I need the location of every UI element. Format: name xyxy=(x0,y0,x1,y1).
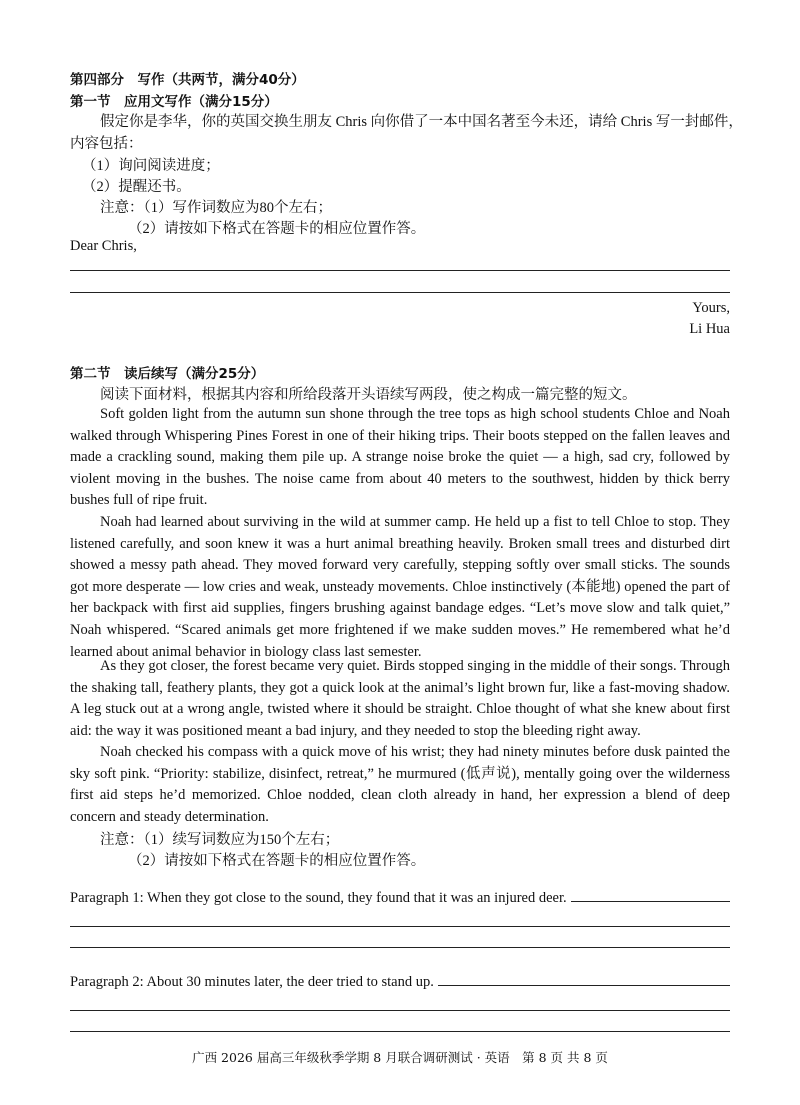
section1-prompt-line2: 内容包括： xyxy=(70,136,143,152)
section1-note1: 注意：（1）写作词数应为80个左右； xyxy=(100,200,332,216)
continuation-paragraph-2 xyxy=(70,974,730,991)
section2-note1: 注意：（1）续写词数应为150个左右； xyxy=(100,832,340,848)
answer-line xyxy=(70,1010,730,1011)
continuation-paragraph-1 xyxy=(70,890,730,907)
continuation-paragraph-2-lead: Paragraph 2: About 30 minutes later, the deer tried to stand up. xyxy=(70,974,434,990)
section1-item1: （1）询问阅读进度； xyxy=(82,158,220,174)
answer-line xyxy=(70,292,730,293)
signature: Li Hua xyxy=(689,321,730,337)
section1-prompt-line1: 假定你是李华，你的英国交换生朋友 Chris 向你借了一本中国名著至今未还，请给 Chris 写一封邮件， xyxy=(100,114,743,130)
salutation: Dear Chris, xyxy=(70,238,137,254)
section1-title: 第一节 应用文写作（满分15分） xyxy=(70,94,278,110)
story-paragraph-4: Noah checked his compass with a quick move of his wrist; they had ninety minutes before dusk painted the sky soft pink. “Priority: stabilize, disinfect, retreat,” he murmured (低声说), mentally going over the wilderness first aid steps he’d memorized. Chloe nodded, clean cloth already in hand, her expression a blend of deep concern and steady determination. xyxy=(70,744,730,825)
section2-title: 第二节 读后续写（满分25分） xyxy=(70,366,265,382)
section2-note2: （2）请按如下格式在答题卡的相应位置作答。 xyxy=(128,853,426,869)
writing-blank xyxy=(571,901,730,902)
section2-instruction: 阅读下面材料，根据其内容和所给段落开头语续写两段，使之构成一篇完整的短文。 xyxy=(100,387,637,403)
story-paragraph-3: As they got closer, the forest became very quiet. Birds stopped singing in the middle of their songs. Through the shaking tall, feathery plants, they got a quick look at the animal’s light brown fur, like a fast-moving shadow. A leg stuck out at a wrong angle, twisted where it should be straight. Chloe thought of what she knew about first aid: the way it was positioned meant a bad injury, and they needed to stop the bleeding right away. xyxy=(70,658,730,739)
answer-line xyxy=(70,270,730,271)
answer-line xyxy=(70,947,730,948)
story-paragraph-1: Soft golden light from the autumn sun shone through the tree tops as high school students Chloe and Noah walked through Whispering Pines Forest in one of their hiking trips. Their boots stepped on the fallen leaves and made a crackling sound, making them pile up. A strange noise broke the quiet — a high, sad cry, followed by violent moving in the bushes. The noise came from about 40 meters to the southwest, hidden by thick berry bushes full of ripe fruit. xyxy=(70,406,730,509)
section1-note2: （2）请按如下格式在答题卡的相应位置作答。 xyxy=(128,221,426,237)
answer-line xyxy=(70,926,730,927)
answer-line xyxy=(70,1031,730,1032)
page-footer: 广西 2026 届高三年级秋季学期 8 月联合调研测试 · 英语 第 8 页 共 8 页 xyxy=(192,1050,608,1065)
closing: Yours, xyxy=(692,300,730,316)
story-paragraph-2: Noah had learned about surviving in the wild at summer camp. He held up a fist to tell Chloe to stop. They listened carefully, and soon knew it was a hurt animal breathing heavily. Broken small trees and disturbed dirt showed a messy path ahead. They moved forward very carefully, stepping softly over small sticks. The sounds got more desperate — low cries and weak, unsteady movements. Chloe instinctively (本能地) opened the part of her backpack with first aid supplies, fingers brushing against bandage edges. “Let’s move slow and talk quiet,” Noah whispered. “Scared animals get more frightened if we make sudden moves.” He remembered what he’d learned about animal behavior in biology class last semester. xyxy=(70,514,730,660)
section1-item2: （2）提醒还书。 xyxy=(82,179,191,195)
writing-blank xyxy=(438,985,730,986)
part4-title: 第四部分 写作（共两节，满分40分） xyxy=(70,72,305,88)
continuation-paragraph-1-lead: Paragraph 1: When they got close to the sound, they found that it was an injured deer. xyxy=(70,890,567,906)
